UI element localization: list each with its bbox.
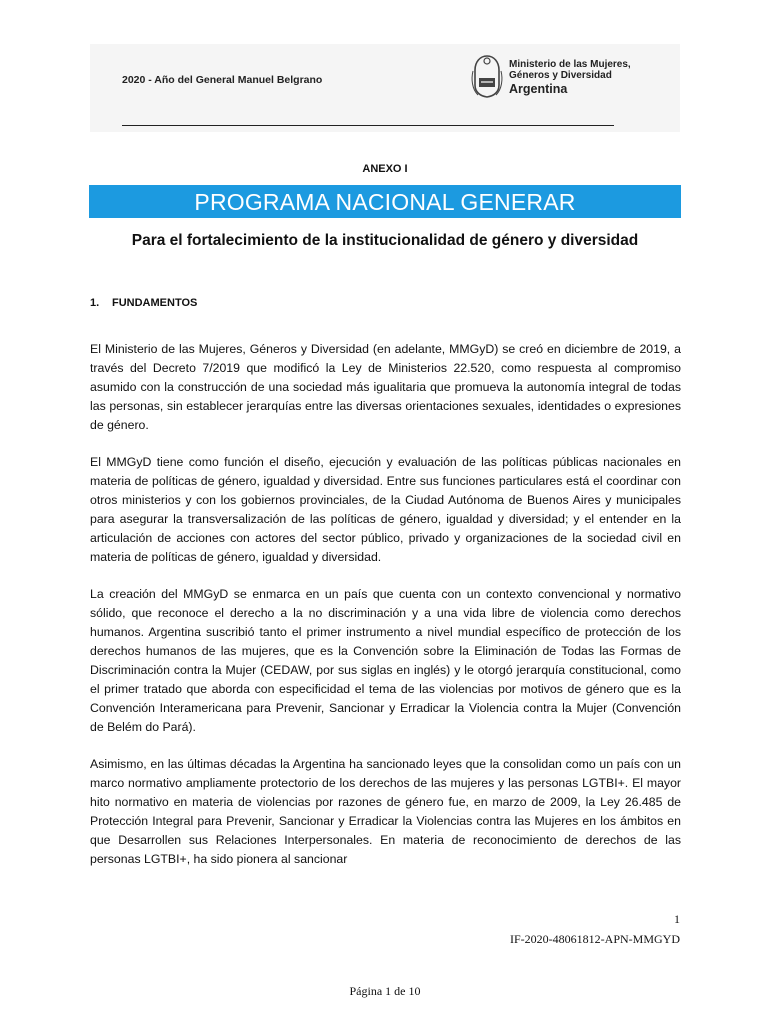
section-number: 1.	[90, 297, 100, 309]
paragraph: Asimismo, en las últimas décadas la Argentina ha sancionado leyes que la consolidan como un país con un marco normativo ampliamente protectorio de los derechos de las mujeres y las personas LGTBI+. El mayor hito normativo en materia de violencias por razones de género fue, en marzo de 2009, la Ley 26.485 de Protección Integral para Prevenir, Sancionar y Erradicar la Violencias contra las Mujeres en los ámbitos en que Desarrollen sus Relaciones Interpersonales. En materia de reconocimiento de derechos de las personas LGTBI+, ha sido pionera al sancionar	[90, 757, 681, 866]
section-heading	[90, 297, 197, 309]
document-subtitle: Para el fortalecimiento de la institucionalidad de género y diversidad	[131, 232, 639, 249]
page-counter: Página 1 de 10	[349, 984, 421, 998]
document-id: IF-2020-48061812-APN-MMGYD	[510, 932, 680, 946]
ministry-name-line1: Ministerio de las Mujeres,	[509, 59, 631, 70]
page-number: 1	[674, 912, 680, 926]
ministry-name-line2: Géneros y Diversidad	[509, 70, 612, 81]
annex-label: ANEXO I	[362, 163, 408, 175]
ministry-logo-text	[509, 59, 631, 96]
body-text	[90, 340, 681, 887]
paragraph: El MMGyD tiene como función el diseño, ejecución y evaluación de las políticas públicas nacionales en materia de políticas de género, igualdad y diversidad. Entre sus funciones particulares está el coordinar con otros ministerios y con los gobiernos provinciales, de la Ciudad Autónoma de Buenos Aires y municipales para asegurar la transversalización de las políticas de género, igualdad y diversidad; y el entender en la articulación de acciones con actores del sector público, privado y organizaciones de la sociedad civil en materia de políticas de género, igualdad y diversidad.	[90, 455, 681, 564]
country-name: Argentina	[509, 82, 568, 96]
coat-of-arms-icon	[470, 53, 504, 99]
paragraph: El Ministerio de las Mujeres, Géneros y Diversidad (en adelante, MMGyD) se creó en diciembre de 2019, a través del Decreto 7/2019 que modificó la Ley de Ministerios 22.520, como respuesta al compromiso asumido con la construcción de una sociedad más igualitaria que promueva la autonomía integral de todas las personas, sin establecer jerarquías entre las diversas orientaciones sexuales, identidades o expresiones de género.	[90, 342, 681, 432]
header-divider	[122, 125, 614, 126]
program-title-banner: PROGRAMA NACIONAL GENERAR	[89, 185, 681, 218]
paragraph: La creación del MMGyD se enmarca en un país que cuenta con un contexto convencional y normativo sólido, que reconoce el derecho a la no discriminación y a una vida libre de violencia como derechos humanos. Argentina suscribió tanto el primer instrumento a nivel mundial específico de protección de los derechos humanos de las mujeres, que es la Convención sobre la Eliminación de Todas las Formas de Discriminación contra la Mujer (CEDAW, por sus siglas en inglés) y le otorgó jerarquía constitucional, como el primer tratado que aborda con especificidad el tema de las violencias por motivos de género que es la Convención Interamericana para Prevenir, Sancionar y Erradicar la Violencia contra la Mujer (Convención de Belém do Pará).	[90, 587, 681, 734]
section-title: FUNDAMENTOS	[112, 297, 198, 309]
year-motto: 2020 - Año del General Manuel Belgrano	[122, 74, 323, 86]
